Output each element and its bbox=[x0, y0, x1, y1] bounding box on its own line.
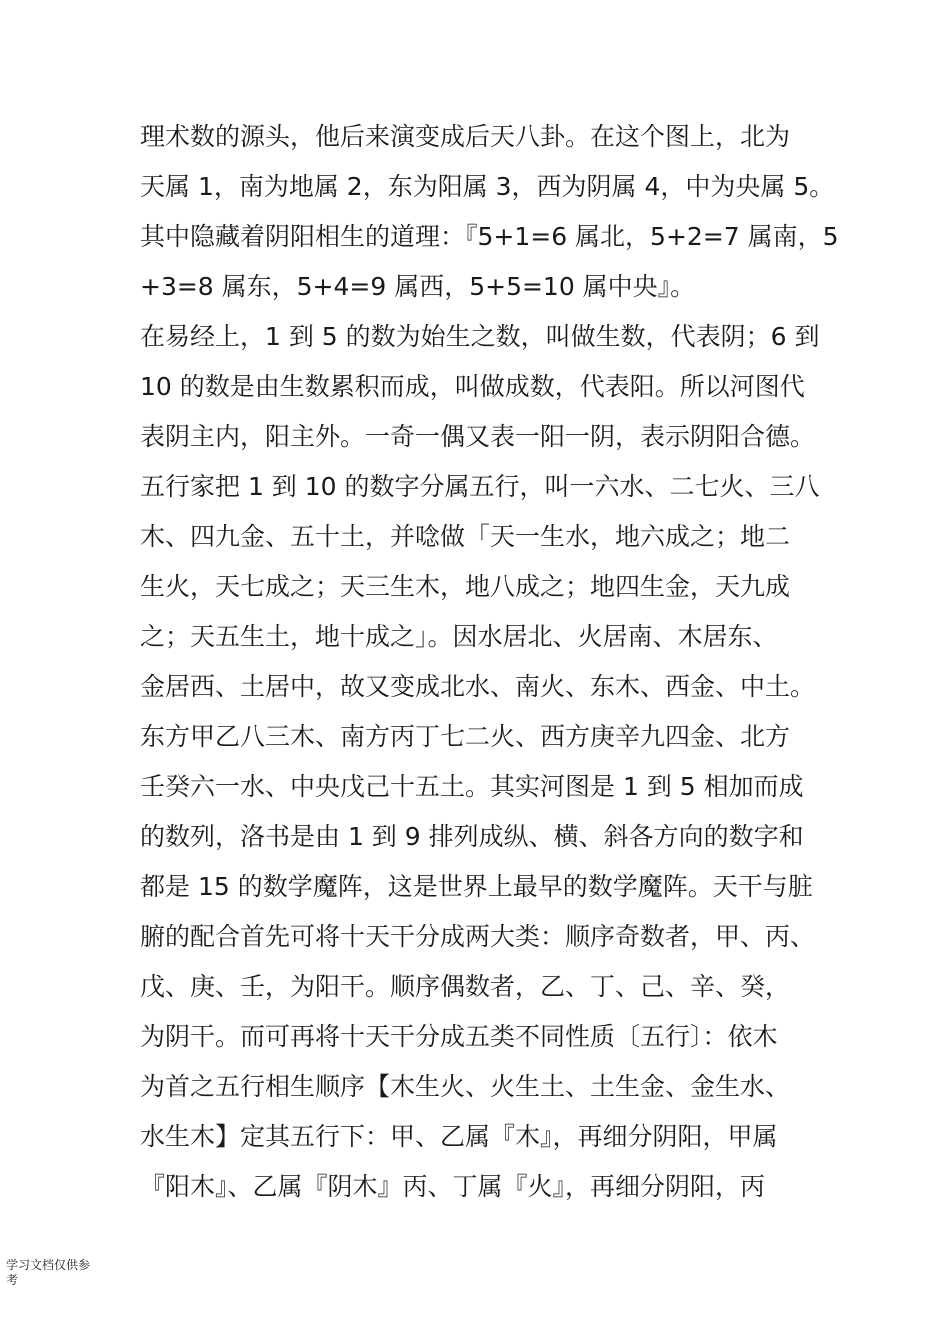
text-line: 其中隐藏着阴阳相生的道理：『5+1=6 属北，5+2=7 属南，5 bbox=[140, 222, 839, 251]
text-line: 壬癸六一水、中央戊己十五土。其实河图是 1 到 5 相加而成 bbox=[140, 772, 804, 801]
text-line: 在易经上，1 到 5 的数为始生之数，叫做生数，代表阴；6 到 bbox=[140, 322, 820, 351]
text-line: 为首之五行相生顺序【木生火、火生土、土生金、金生水、 bbox=[140, 1072, 791, 1101]
text-line: 戊、庚、壬，为阳干。顺序偶数者，乙、丁、己、辛、癸， bbox=[140, 972, 791, 1001]
text-line: 生火，天七成之；天三生木，地八成之；地四生金，天九成 bbox=[140, 572, 791, 601]
text-line: 腑的配合首先可将十天干分成两大类：顺序奇数者，甲、丙、 bbox=[140, 922, 816, 951]
text-line: 为阴干。而可再将十天干分成五类不同性质〔五行〕：依木 bbox=[140, 1022, 778, 1051]
text-line: 表阴主内，阳主外。一奇一偶又表一阳一阴，表示阴阳合德。 bbox=[140, 422, 816, 451]
text-line: 都是 15 的数学魔阵，这是世界上最早的数学魔阵。天干与脏 bbox=[140, 872, 813, 901]
text-line: 『阳木』、乙属『阴木』丙、丁属『火』，再细分阴阳，丙 bbox=[140, 1172, 766, 1201]
text-line: 东方甲乙八三木、南方丙丁七二火、西方庚辛九四金、北方 bbox=[140, 722, 791, 751]
text-line: 天属 1，南为地属 2，东为阳属 3，西为阴属 4，中为央属 5。 bbox=[140, 172, 835, 201]
text-line: +3=8 属东，5+4=9 属西，5+5=10 属中央』。 bbox=[140, 272, 696, 301]
text-line: 之；天五生土，地十成之」。因水居北、火居南、木居东、 bbox=[140, 622, 778, 651]
text-line: 理术数的源头，他后来演变成后天八卦。在这个图上，北为 bbox=[140, 122, 791, 151]
text-line: 10 的数是由生数累积而成，叫做成数，代表阳。所以河图代 bbox=[140, 372, 805, 401]
footer-note-line2: 考 bbox=[6, 1273, 19, 1287]
body-text bbox=[140, 112, 839, 1212]
footer-note bbox=[6, 1258, 116, 1288]
text-line: 水生木】定其五行下：甲、乙属『木』，再细分阴阳，甲属 bbox=[140, 1122, 778, 1151]
text-line: 金居西、土居中，故又变成北水、南火、东木、西金、中土。 bbox=[140, 672, 816, 701]
footer-note-line1: 学习文档仅供参 bbox=[6, 1258, 91, 1272]
text-line: 的数列，洛书是由 1 到 9 排列成纵、横、斜各方向的数字和 bbox=[140, 822, 804, 851]
text-line: 木、四九金、五十土，并唸做「天一生水，地六成之；地二 bbox=[140, 522, 791, 551]
text-line: 五行家把 1 到 10 的数字分属五行，叫一六水、二七火、三八 bbox=[140, 472, 820, 501]
